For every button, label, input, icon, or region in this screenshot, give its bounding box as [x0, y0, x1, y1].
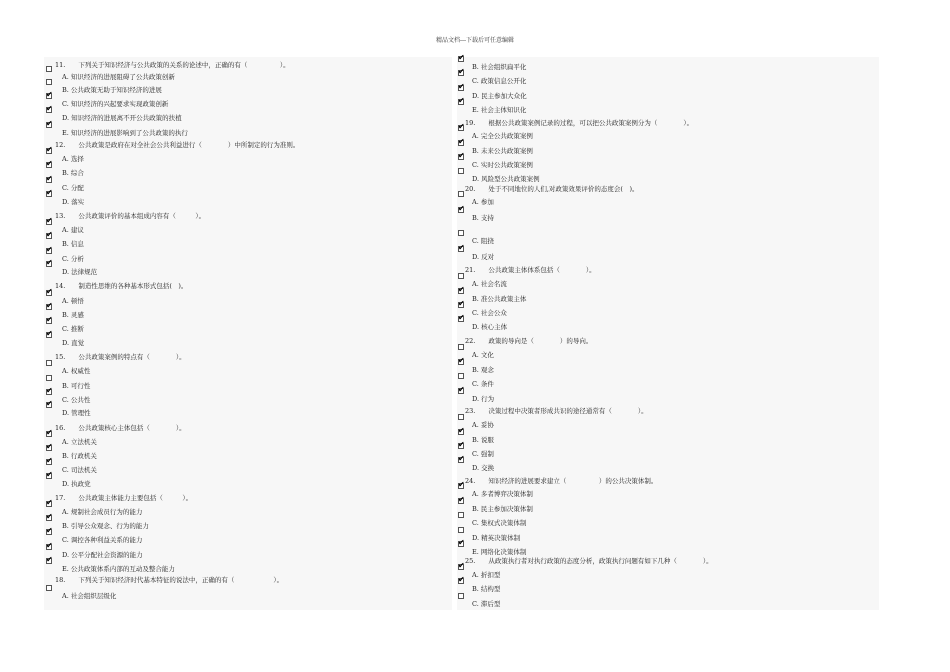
unchecked-checkbox[interactable] — [46, 79, 52, 85]
option-label: C. 政策信息公开化 — [472, 77, 527, 85]
checked-checkbox[interactable] — [46, 529, 52, 535]
option-label: B. 支持 — [472, 214, 494, 222]
checked-checkbox[interactable] — [46, 93, 52, 99]
option-label: A. 建议 — [62, 226, 84, 234]
question-text: 14. 制造性思维的各种基本形式包括( )。 — [55, 282, 188, 290]
checked-checkbox[interactable] — [458, 85, 464, 91]
option-label: C. 滞后型 — [472, 600, 501, 608]
option-label: D. 知识经济的进展离不开公共政策的扶植 — [62, 114, 182, 122]
checked-checkbox[interactable] — [458, 246, 464, 252]
left-question-column — [44, 57, 452, 610]
unchecked-checkbox[interactable] — [458, 230, 464, 236]
checked-checkbox[interactable] — [458, 99, 464, 105]
unchecked-checkbox[interactable] — [46, 360, 52, 366]
checked-checkbox[interactable] — [46, 107, 52, 113]
option-label: A. 知识经济的进展阻碍了公共政策创新 — [62, 73, 175, 81]
question-text: 20. 处于不同地位的人们,对政策效果评价的态度会( )。 — [465, 185, 639, 193]
checked-checkbox[interactable] — [458, 207, 464, 213]
option-label: D. 落实 — [62, 198, 85, 206]
checked-checkbox[interactable] — [458, 316, 464, 322]
checked-checkbox[interactable] — [46, 122, 52, 128]
option-label: A. 选择 — [62, 155, 84, 163]
question-text: 16. 公共政策核心主体包括（ ）。 — [55, 424, 186, 432]
option-label: D. 精英决策体制 — [472, 534, 521, 542]
checked-checkbox[interactable] — [46, 459, 52, 465]
option-label: C. 集权式决策体制 — [472, 519, 527, 527]
checked-checkbox[interactable] — [46, 544, 52, 550]
unchecked-checkbox[interactable] — [46, 375, 52, 381]
checked-checkbox[interactable] — [46, 148, 52, 154]
checked-checkbox[interactable] — [458, 443, 464, 449]
unchecked-checkbox[interactable] — [458, 344, 464, 350]
option-label: D. 核心主体 — [472, 323, 508, 331]
checked-checkbox[interactable] — [458, 498, 464, 504]
checked-checkbox[interactable] — [458, 359, 464, 365]
option-label: A. 顿悟 — [62, 297, 84, 305]
option-label: C. 推断 — [62, 325, 84, 333]
option-label: C. 分配 — [62, 184, 84, 192]
checked-checkbox[interactable] — [46, 290, 52, 296]
checked-checkbox[interactable] — [46, 219, 52, 225]
option-label: C. 分析 — [62, 255, 84, 263]
option-label: C. 调控各种利益关系的能力 — [62, 536, 143, 544]
checked-checkbox[interactable] — [458, 483, 464, 489]
checked-checkbox[interactable] — [458, 429, 464, 435]
checked-checkbox[interactable] — [46, 515, 52, 521]
checked-checkbox[interactable] — [46, 233, 52, 239]
option-label: B. 综合 — [62, 169, 84, 177]
checked-checkbox[interactable] — [46, 402, 52, 408]
option-label: B. 公共政策无助于知识经济的进展 — [62, 86, 162, 94]
option-label: B. 行政机关 — [62, 452, 97, 460]
checked-checkbox[interactable] — [458, 125, 464, 131]
option-label: B. 社会组织扁平化 — [472, 63, 527, 71]
option-label: A. 完全公共政策案例 — [472, 132, 533, 140]
option-label: B. 民主参加决策体制 — [472, 505, 533, 513]
unchecked-checkbox[interactable] — [46, 66, 52, 72]
option-label: A. 文化 — [472, 351, 494, 359]
page-header: 精品文档---下载后可任意编辑 — [435, 37, 515, 44]
checked-checkbox[interactable] — [458, 56, 464, 62]
option-label: E. 知识经济的进展影响到了公共政策的执行 — [62, 129, 188, 137]
option-label: C. 阻挠 — [472, 237, 494, 245]
option-label: A. 参加 — [472, 198, 494, 206]
option-label: A. 规制社会成员行为的能力 — [62, 508, 143, 516]
checked-checkbox[interactable] — [46, 318, 52, 324]
unchecked-checkbox[interactable] — [458, 527, 464, 533]
question-text: 13. 公共政策评价的基本组成内容有（ ）。 — [55, 212, 206, 220]
checked-checkbox[interactable] — [458, 154, 464, 160]
checked-checkbox[interactable] — [46, 431, 52, 437]
option-label: A. 社会组织层级化 — [62, 592, 117, 600]
checked-checkbox[interactable] — [46, 473, 52, 479]
option-label: C. 公共性 — [62, 396, 91, 404]
option-label: A. 社会名流 — [472, 280, 507, 288]
option-label: C. 强制 — [472, 450, 494, 458]
unchecked-checkbox[interactable] — [458, 273, 464, 279]
option-label: D. 反对 — [472, 253, 495, 261]
option-label: E. 社会主体知识化 — [472, 106, 527, 114]
checked-checkbox[interactable] — [458, 564, 464, 570]
option-label: D. 直觉 — [62, 339, 85, 347]
option-label: A. 多者博弈决策体制 — [472, 490, 533, 498]
checked-checkbox[interactable] — [46, 558, 52, 564]
checked-checkbox[interactable] — [46, 261, 52, 267]
question-text: 24. 知识经济的进展要求建立（ ）的公共决策体制。 — [465, 477, 658, 485]
unchecked-checkbox[interactable] — [458, 191, 464, 197]
checked-checkbox[interactable] — [458, 541, 464, 547]
option-label: D. 行为 — [472, 395, 495, 403]
checked-checkbox[interactable] — [458, 388, 464, 394]
option-label: D. 交换 — [472, 464, 495, 472]
checked-checkbox[interactable] — [458, 457, 464, 463]
option-label: B. 准公共政策主体 — [472, 295, 527, 303]
checked-checkbox[interactable] — [46, 445, 52, 451]
option-label: E. 公共政策体系内部的互动及整合能力 — [62, 565, 175, 573]
question-text: 11. 下列关于知识经济与公共政策的关系的论述中，正确的有（ ）。 — [55, 61, 290, 69]
unchecked-checkbox[interactable] — [458, 512, 464, 518]
option-label: A. 权威性 — [62, 367, 91, 375]
checked-checkbox[interactable] — [46, 177, 52, 183]
option-label: B. 结构型 — [472, 585, 501, 593]
question-text: 18. 下列关于知识经济时代基本特征的说法中，正确的有（ ）。 — [55, 576, 284, 584]
option-label: E. 网络化决策体制 — [472, 548, 527, 556]
unchecked-checkbox[interactable] — [458, 168, 464, 174]
option-label: B. 未来公共政策案例 — [472, 147, 533, 155]
question-text: 22. 政策的导向是（ ）的导向。 — [465, 337, 593, 345]
option-label: C. 司法机关 — [62, 466, 97, 474]
checked-checkbox[interactable] — [458, 302, 464, 308]
checked-checkbox[interactable] — [46, 501, 52, 507]
question-text: 25. 从政策执行者对执行政策的态度分析，政策执行问题有如下几种（ ）。 — [465, 557, 713, 565]
checked-checkbox[interactable] — [458, 70, 464, 76]
checked-checkbox[interactable] — [46, 389, 52, 395]
checked-checkbox[interactable] — [458, 578, 464, 584]
question-text: 17. 公共政策主体能力主要包括（ ）。 — [55, 494, 193, 502]
checked-checkbox[interactable] — [458, 288, 464, 294]
option-label: D. 公平分配社会资源的能力 — [62, 551, 143, 559]
right-question-column — [457, 57, 879, 610]
unchecked-checkbox[interactable] — [458, 414, 464, 420]
unchecked-checkbox[interactable] — [458, 593, 464, 599]
unchecked-checkbox[interactable] — [46, 585, 52, 591]
question-text: 21. 公共政策主体体系包括（ ）。 — [465, 266, 596, 274]
question-text: 12. 公共政策是政府在对全社会公共利益进行（ ）中所制定的行为准则。 — [55, 141, 300, 149]
option-label: B. 说服 — [472, 436, 494, 444]
unchecked-checkbox[interactable] — [458, 373, 464, 379]
checked-checkbox[interactable] — [46, 248, 52, 254]
option-label: D. 民主参加大众化 — [472, 92, 527, 100]
option-label: B. 灵感 — [62, 311, 84, 319]
checked-checkbox[interactable] — [458, 140, 464, 146]
option-label: C. 条件 — [472, 380, 494, 388]
checked-checkbox[interactable] — [46, 191, 52, 197]
option-label: A. 立法机关 — [62, 438, 97, 446]
option-label: B. 可行性 — [62, 382, 91, 390]
option-label: A. 折扣型 — [472, 571, 501, 579]
option-label: C. 实时公共政策案例 — [472, 161, 533, 169]
option-label: D. 风险型公共政策案例 — [472, 175, 540, 183]
checked-checkbox[interactable] — [46, 304, 52, 310]
option-label: C. 知识经济的兴起要求实现政策创新 — [62, 100, 169, 108]
question-text: 23. 决策过程中决策者形成共识的途径通常有（ ）。 — [465, 407, 648, 415]
option-label: A. 妥协 — [472, 421, 494, 429]
option-label: B. 引导公众观念、行为的能力 — [62, 522, 149, 530]
question-text: 15. 公共政策案例的特点有（ ）。 — [55, 353, 186, 361]
checked-checkbox[interactable] — [46, 332, 52, 338]
option-label: B. 观念 — [472, 366, 494, 374]
option-label: D. 执政党 — [62, 480, 91, 488]
option-label: D. 管理性 — [62, 409, 91, 417]
option-label: C. 社会公众 — [472, 309, 507, 317]
option-label: D. 法律规范 — [62, 268, 98, 276]
question-text: 19. 根据公共政策案例记录的过程，可以把公共政策案例分为（ ）。 — [465, 119, 694, 127]
option-label: B. 信息 — [62, 240, 84, 248]
checked-checkbox[interactable] — [46, 162, 52, 168]
